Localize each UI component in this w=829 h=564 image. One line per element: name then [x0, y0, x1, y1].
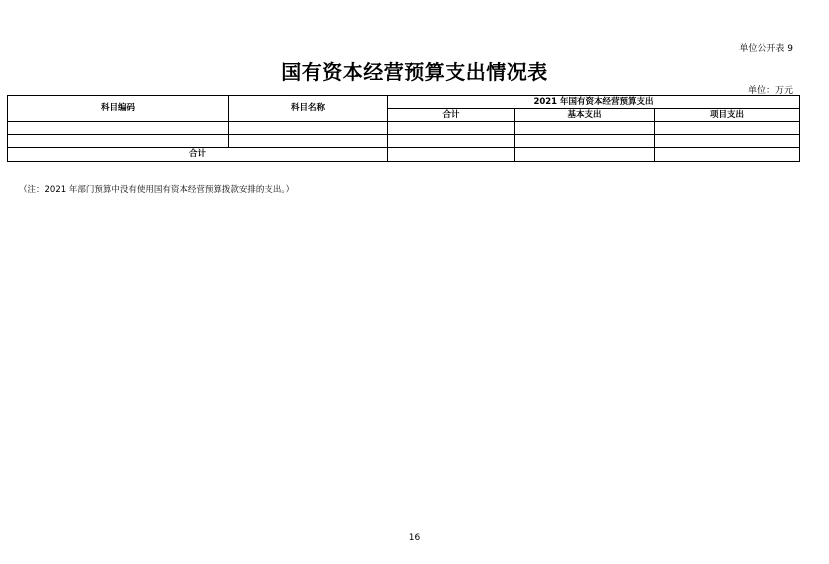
cell-code [8, 135, 229, 148]
page-title: 国有资本经营预算支出情况表 [281, 60, 548, 84]
total-cell-total [388, 148, 515, 162]
cell-total [388, 122, 515, 135]
table-row [8, 122, 800, 135]
cell-code [8, 122, 229, 135]
header-subject-code: 科目编码 [8, 96, 229, 122]
cell-basic [515, 135, 655, 148]
table-row [8, 135, 800, 148]
cell-project [655, 122, 800, 135]
table-header-row [8, 96, 800, 109]
total-label: 合计 [8, 148, 388, 162]
header-project-expenditure: 项目支出 [655, 109, 800, 122]
header-budget-group: 2021 年国有资本经营预算支出 [388, 96, 800, 109]
unit-label: 单位：万元 [747, 86, 793, 96]
footnote: （注：2021 年部门预算中没有使用国有资本经营预算拨款安排的支出。） [19, 185, 295, 195]
total-row [8, 148, 800, 162]
budget-table [7, 95, 800, 162]
cell-basic [515, 122, 655, 135]
cell-name [229, 135, 388, 148]
header-total: 合计 [388, 109, 515, 122]
header-subject-name: 科目名称 [229, 96, 388, 122]
page-number: 16 [408, 533, 421, 543]
total-cell-basic [515, 148, 655, 162]
cell-project [655, 135, 800, 148]
form-number: 单位公开表 9 [739, 44, 793, 54]
cell-name [229, 122, 388, 135]
total-cell-project [655, 148, 800, 162]
header-basic-expenditure: 基本支出 [515, 109, 655, 122]
cell-total [388, 135, 515, 148]
